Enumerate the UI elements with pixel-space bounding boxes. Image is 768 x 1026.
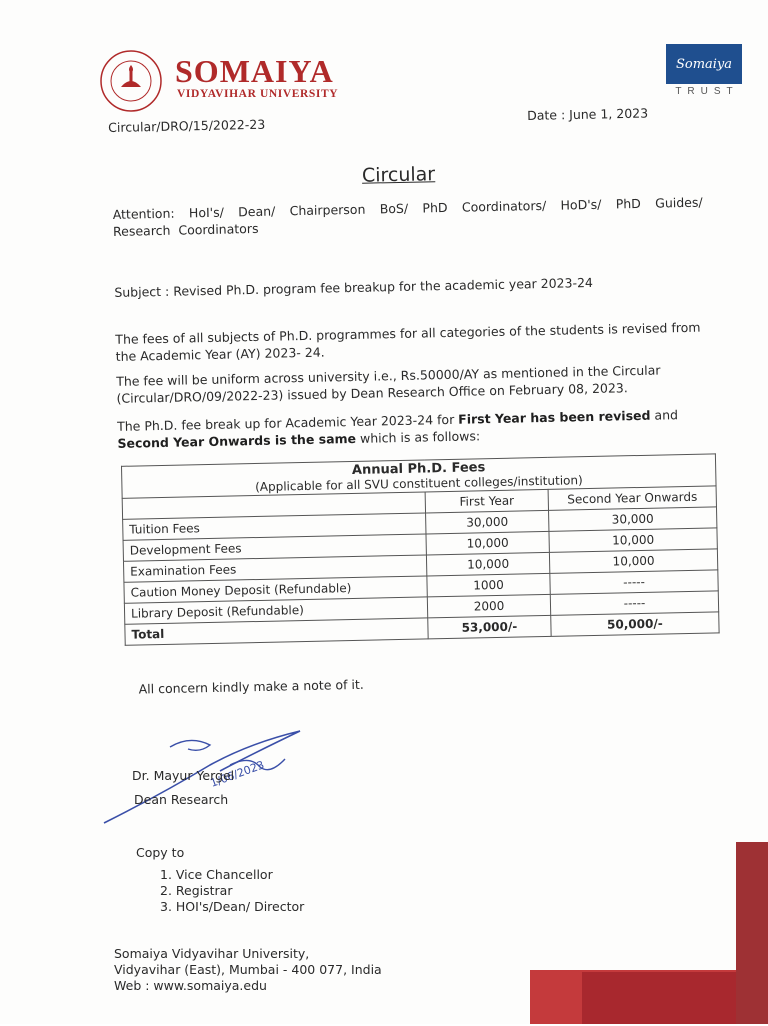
list-item: 1. Vice Chancellor [160,867,273,882]
table-title: Annual Ph.D. Fees [351,460,486,478]
total-label: Total [125,618,428,645]
corner-decoration [736,842,768,1024]
copy-to-label: Copy to [136,845,185,860]
fees-table [121,453,720,645]
paragraph-uniform-fee: The fee will be uniform across university i.e., Rs.50000/AY as mentioned in the Circular (Circular/DRO/09/2022-23) issued by Dean Research Office on February 08, 2023. [116,362,661,406]
circular-reference: Circular/DRO/15/2022-23 [108,116,266,135]
address-line: Somaiya Vidyavihar University, [114,946,310,961]
row-label: Examination Fees [123,555,426,582]
paragraph-fee-breakup [117,406,708,452]
row-second-year: 30,000 [549,507,717,532]
total-second-year: 50,000/- [551,612,719,637]
column-second-year: Second Year Onwards [548,486,716,511]
row-label: Development Fees [123,534,426,561]
footer-address [114,946,382,994]
page-title: Circular [361,163,436,187]
row-first-year: 10,000 [426,531,549,555]
paragraph-text: and [650,407,679,423]
row-first-year: 10,000 [426,552,549,576]
university-brand-name: SOMAIYA [175,53,334,89]
attention-line: Attention: HoI's/ Dean/ Chairperson BoS/ PhD Coordinators/ HoD's/ PhD Guides/ Research Coordinators [112,194,703,239]
row-first-year: 1000 [427,573,550,597]
list-item: 3. HOI's/Dean/ Director [160,899,305,914]
copy-to-list [160,867,304,915]
total-first-year: 53,000/- [428,615,551,639]
trust-logo-box: Somaiya [666,44,742,84]
trust-label: TRUST [675,86,739,97]
signatory-name: Dr. Mayur Yergel [132,768,235,783]
bold-first-year: First Year has been revised [458,407,651,427]
signatory-role: Dean Research [134,792,229,807]
row-second-year: ----- [550,591,718,616]
corner-decoration [582,972,736,1024]
row-second-year: 10,000 [549,549,717,574]
column-first-year: First Year [425,489,548,513]
address-line: Vidyavihar (East), Mumbai - 400 077, India [114,962,382,977]
row-label: Library Deposit (Refundable) [124,597,427,624]
row-first-year: 2000 [427,594,550,618]
closing-note: All concern kindly make a note of it. [138,676,364,697]
website-line: Web : www.somaiya.edu [114,978,267,993]
row-label: Tuition Fees [123,513,426,540]
row-label: Caution Money Deposit (Refundable) [124,576,427,603]
circular-date: Date : June 1, 2023 [527,105,649,123]
row-second-year: ----- [550,570,718,595]
handwritten-date: 1/06/2023 [208,758,267,790]
university-subtitle: VIDYAVIHAR UNIVERSITY [177,88,339,100]
paragraph-text: The Ph.D. fee break up for Academic Year 2023-24 for [117,411,459,434]
row-first-year: 30,000 [426,510,549,534]
bold-second-year: Second Year Onwards is the same [117,430,357,451]
subject-line: Subject : Revised Ph.D. program fee breakup for the academic year 2023-24 [114,274,594,300]
table-subtitle: (Applicable for all SVU constituent colleges/institution) [255,473,583,495]
paragraph-text: which is as follows: [355,428,481,446]
list-item: 2. Registrar [160,883,233,898]
row-second-year: 10,000 [549,528,717,553]
paragraph-fee-revision: The fees of all subjects of Ph.D. programmes for all categories of the students is revised from the Academic Year (AY) 2023- 24. [115,319,701,364]
